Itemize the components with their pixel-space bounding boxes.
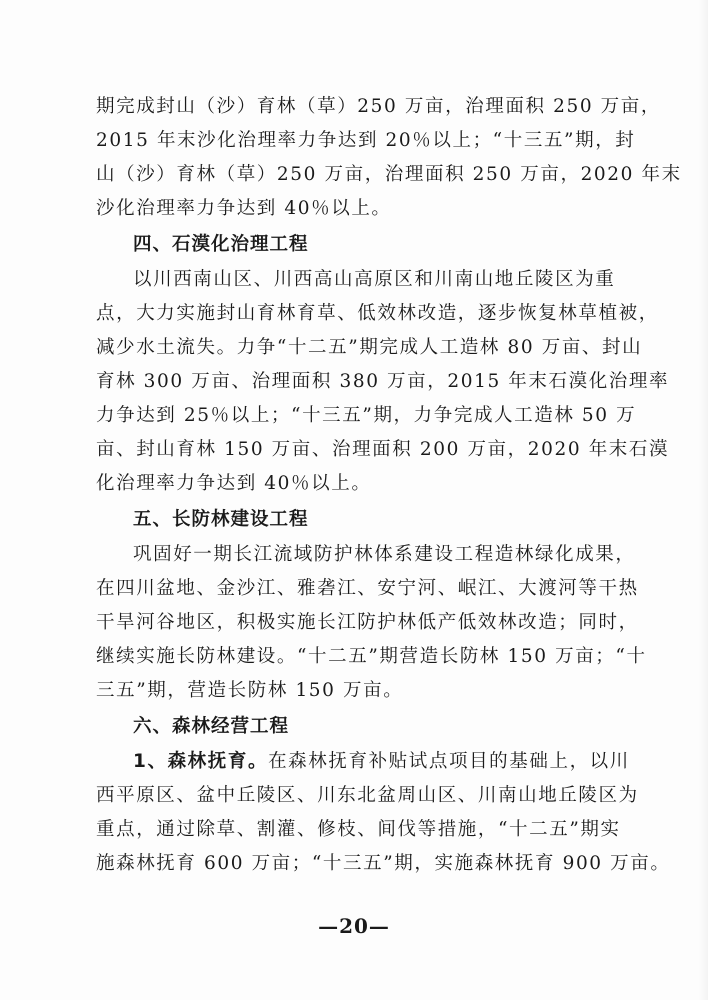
- text-line: 施森林抚育 600 万亩；“十三五”期，实施森林抚育 900 万亩。: [96, 853, 671, 874]
- text-line: 期完成封山（沙）育林（草）250 万亩，治理面积 250 万亩，: [96, 96, 661, 117]
- text-line: 沙化治理率力争达到 40％以上。: [96, 198, 392, 219]
- text-line: 山（沙）育林（草）250 万亩，治理面积 250 万亩，2020 年末: [96, 164, 682, 185]
- text-line: 点，大力实施封山育林育草、低效林改造，逐步恢复林草植被，: [96, 303, 659, 324]
- subsection-label: 1、森林抚育。: [133, 751, 269, 772]
- section-paragraph-shelterbelt: [96, 538, 647, 708]
- section-heading-rocky-desertification: 四、石漠化治理工程: [133, 234, 309, 255]
- section-paragraph-forest-tending: [96, 745, 671, 881]
- text-line: 西平原区、盆中丘陵区、川东北盆周山区、川南山地丘陵区为: [96, 785, 639, 806]
- text-line: 巩固好一期长江流域防护林体系建设工程造林绿化成果，: [133, 544, 636, 565]
- text-line: 重点，通过除草、割灌、修枝、间伐等措施，“十二五”期实: [96, 819, 621, 840]
- scan-edge-shadow: [698, 0, 708, 1000]
- text-line: 以川西南山区、川西高山高原区和川南山地丘陵区为重: [133, 269, 616, 290]
- text-span: 在森林抚育补贴试点项目的基础上，以川: [268, 751, 630, 772]
- document-body: [96, 90, 682, 881]
- text-line: 三五”期，营造长防林 150 万亩。: [96, 680, 404, 701]
- text-line: 干旱河谷地区，积极实施长江防护林低产低效林改造；同时，: [96, 612, 639, 633]
- text-line: 在四川盆地、金沙江、雅砻江、安宁河、岷江、大渡河等干热: [96, 578, 639, 599]
- text-line: 化治理率力争达到 40％以上。: [96, 473, 372, 494]
- text-line: 减少水土流失。力争“十二五”期完成人工造林 80 万亩、封山: [96, 337, 643, 358]
- text-line: 力争达到 25％以上；“十三五”期，力争完成人工造林 50 万: [96, 405, 637, 426]
- section-heading-shelterbelt: 五、长防林建设工程: [133, 509, 309, 530]
- text-line: 2015 年末沙化治理率力争达到 20％以上；“十三五”期，封: [96, 130, 636, 151]
- text-line: 育林 300 万亩、治理面积 380 万亩，2015 年末石漠化治理率: [96, 371, 670, 392]
- section-heading-forest-management: 六、森林经营工程: [133, 716, 290, 737]
- text-line: [96, 745, 630, 779]
- continued-paragraph: [96, 90, 682, 226]
- page-number: —20—: [318, 914, 390, 938]
- text-line: 亩、封山育林 150 万亩、治理面积 200 万亩，2020 年末石漠: [96, 439, 670, 460]
- section-paragraph-rocky-desertification: [96, 263, 670, 501]
- text-line: 继续实施长防林建设。“十二五”期营造长防林 150 万亩；“十: [96, 646, 647, 667]
